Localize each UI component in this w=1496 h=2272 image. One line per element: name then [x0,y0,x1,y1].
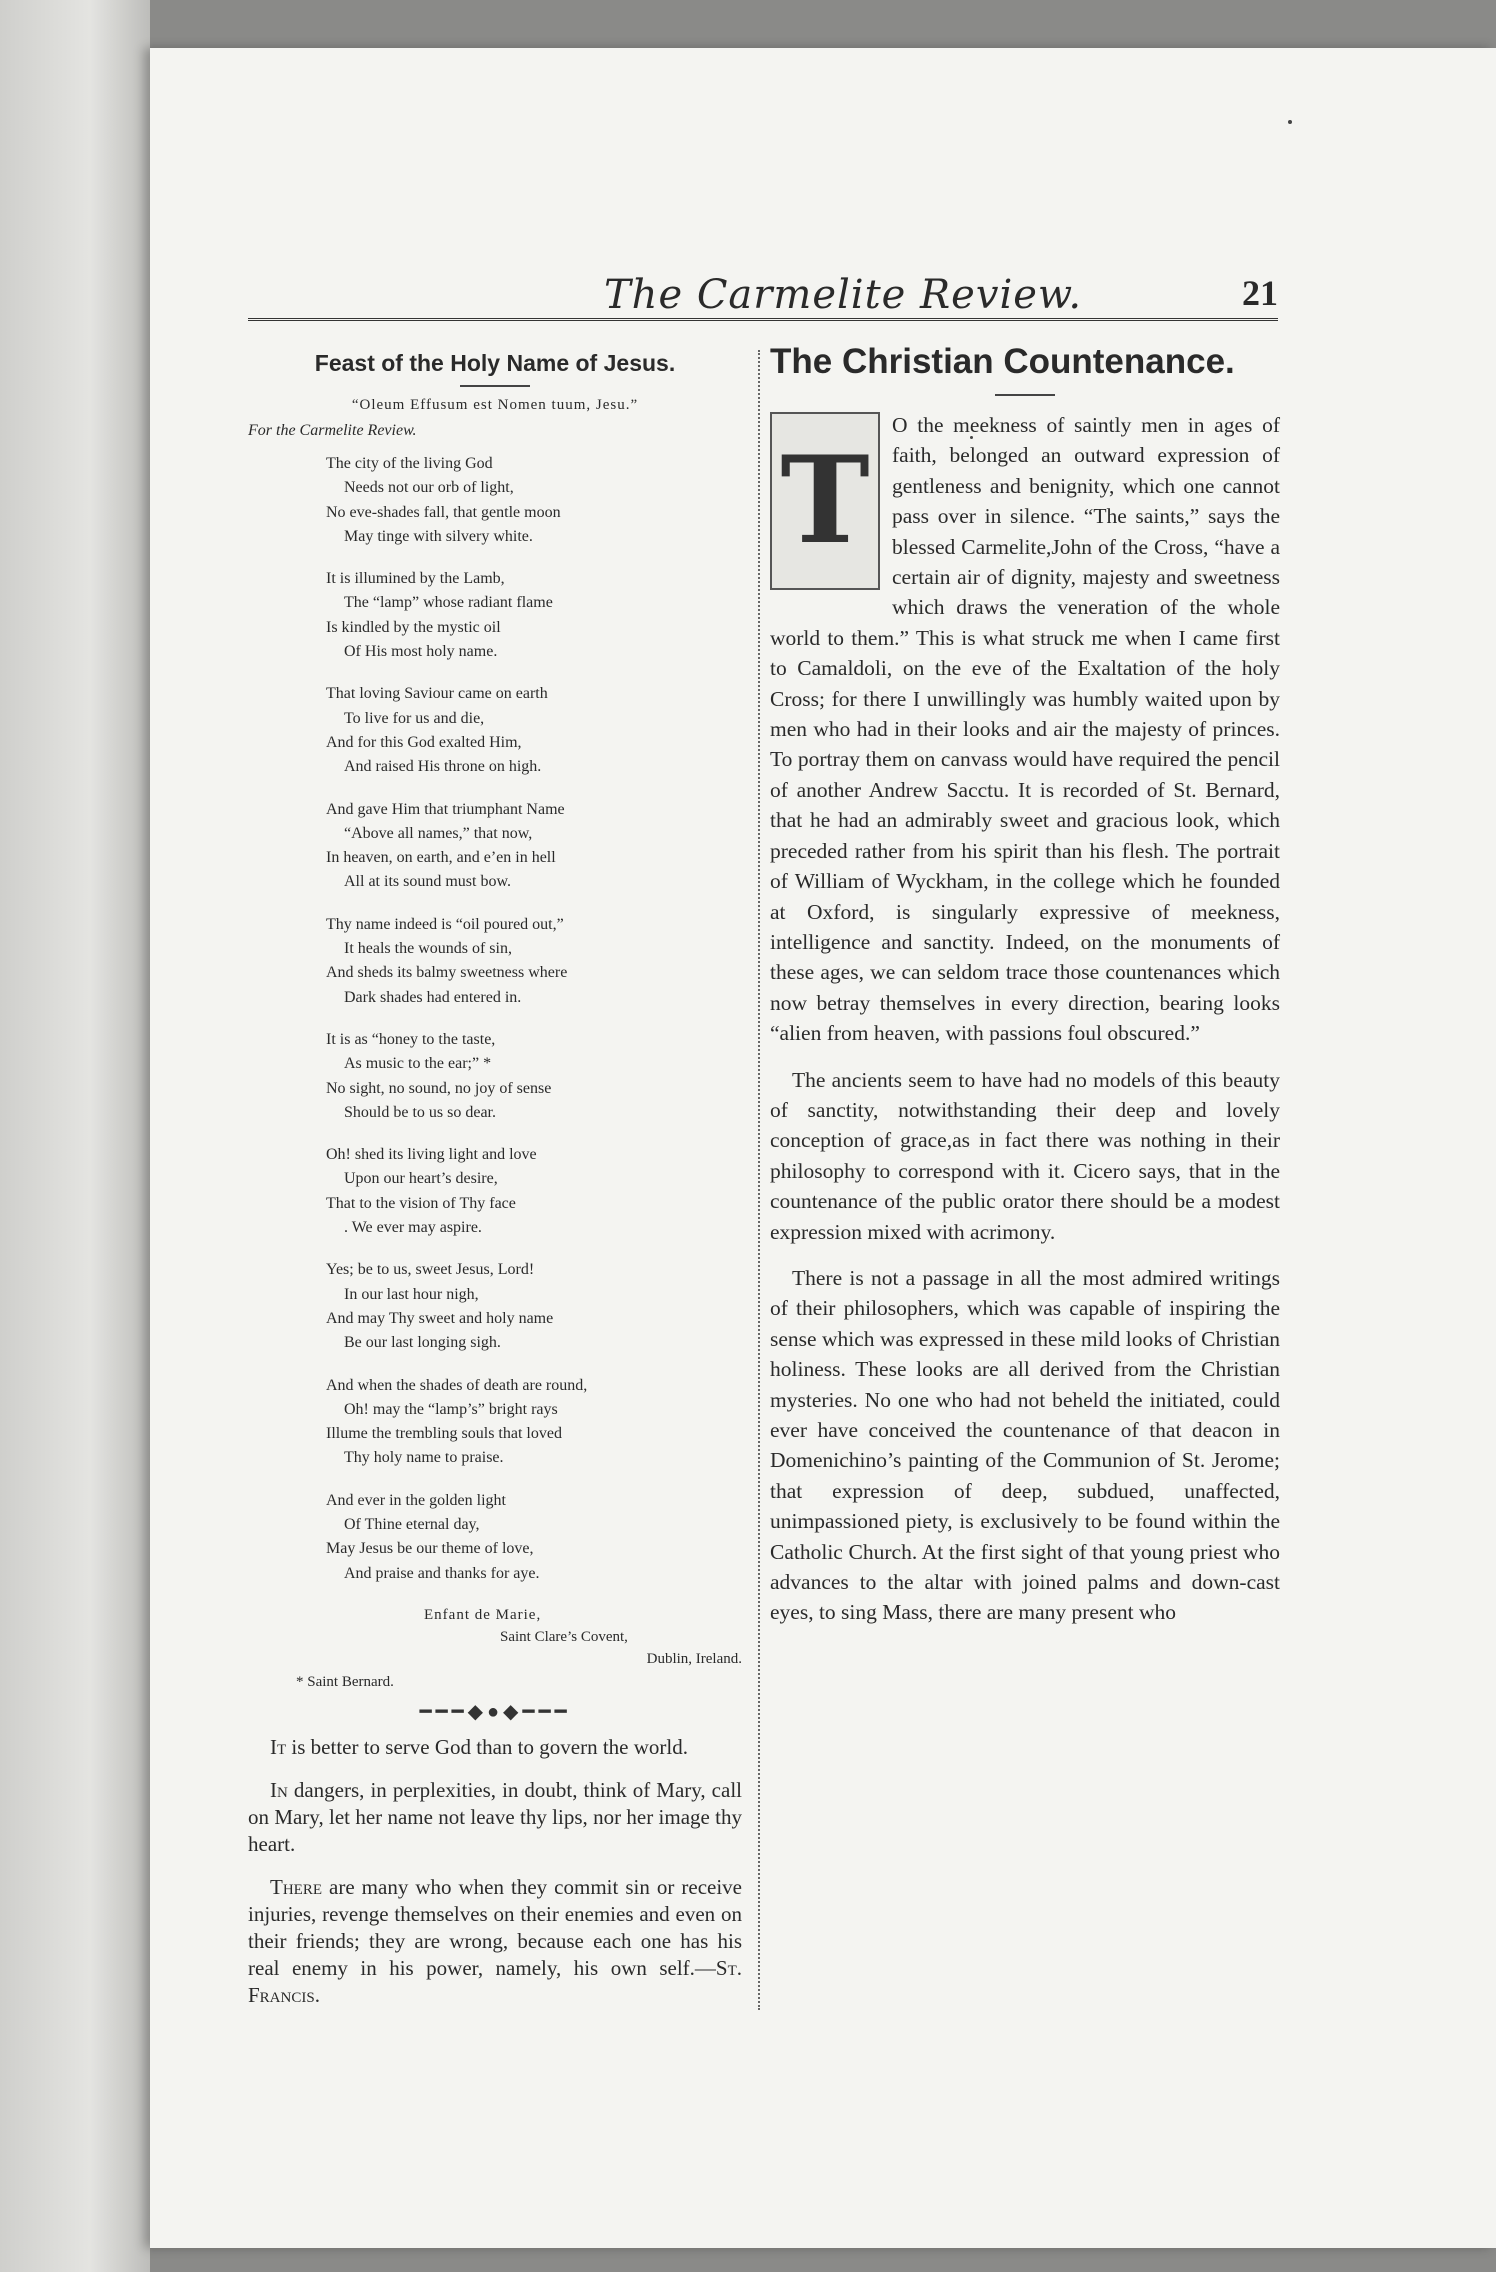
poem-body [326,452,742,1586]
poem-line: May tinge with silvery white. [344,527,533,545]
poem-stanza [326,1258,742,1355]
page-number: 21 [1242,273,1278,313]
lead-word: There [270,1874,322,1899]
poem-credit: For the Carmelite Review. [248,422,417,439]
poem-stanza [326,682,742,779]
poem-line: Should be to us so dear. [344,1103,496,1121]
column-divider [758,350,760,2010]
poem-line: And when the shades of death are round, [326,1376,588,1394]
poem-line: It is illumined by the Lamb, [326,570,505,588]
header-rule [248,318,1278,321]
poem-stanza [326,1489,742,1586]
page-header [248,264,1278,324]
poem-line: Yes; be to us, sweet Jesus, Lord! [326,1261,535,1279]
poem-title: Feast of the Holy Name of Jesus. [314,350,676,376]
left-column [248,340,742,2025]
poem-line: It is as “honey to the taste, [326,1030,496,1048]
poem-stanza [326,913,742,1010]
title-rule [460,385,530,387]
poem-line: Thy name indeed is “oil poured out,” [326,915,564,933]
poem-line: It heals the wounds of sin, [344,940,512,958]
poem-line: Upon our heart’s desire, [344,1170,498,1188]
saying-attribution: St. Francis. [248,1955,742,2007]
article-paragraph-text: O the meekness of saintly men in ages of faith, belonged an outward expression of gentleness and benignity, which one cannot pass over in silence. “The saints,” says the blessed Carmelite,John of the Cross, “have a certain air of dignity, majesty and sweetness which draws the veneration of the whole world to them.” This is what struck me when I came first to Camaldoli, on the eve of the Exaltation of the holy Cross; for there I unwillingly was humbly waited upon by men who had in their looks and air the majesty of princes. To portray them on canvass would have required the pencil of another Andrew Sacctu. It is recorded of St. Bernard, that he had an admirably sweet and gracious look, which preceded rather from his spirit than his flesh. The portrait of William of Wyckham, in the college which he founded at Oxford, is singularly expressive of meekness, intelligence and sanctity. Indeed, on the monuments of these ages, we can seldom trace those countenances which now betray themselves in every direction, bearing looks “alien from heaven, with passions foul obscured.” [770,413,1280,1046]
article-title: The Christian Countenance. [770,342,1235,381]
poem-line: “Above all names,” that now, [344,824,533,842]
poem-line: In heaven, on earth, and e’en in hell [326,849,556,867]
signature-name: Enfant de Marie, [424,1606,542,1623]
poem-line: The “lamp” whose radiant flame [344,594,553,612]
article-title-rule [995,394,1055,396]
poem-line: Thy holy name to praise. [344,1449,504,1467]
saying-paragraph [248,1777,742,1858]
poem-epigraph: “Oleum Effusum est Nomen tuum, Jesu.” [351,397,639,413]
poem-line: That to the vision of Thy face [326,1194,516,1212]
saying-text: is better to serve God than to govern the world. [286,1734,688,1759]
signature-convent: Saint Clare’s Covent, [500,1628,628,1645]
poem-line: Be our last longing sigh. [344,1334,501,1352]
article-body [770,410,1280,1628]
right-column [770,340,1280,1644]
lead-word: In [270,1777,288,1802]
poem-line: As music to the ear;” * [344,1055,492,1073]
poem-line: And for this God exalted Him, [326,733,522,751]
poem-line: And raised His throne on high. [344,758,542,776]
ornament-divider: ━━━◆●◆━━━ [419,1700,571,1723]
poem-line: The city of the living God [326,455,493,472]
poem-footnote: * Saint Bernard. [296,1673,394,1690]
poem-stanza [326,452,742,549]
poem-line: Illume the trembling souls that loved [326,1425,562,1443]
saying-text: dangers, in perplexities, in doubt, think of Mary, call on Mary, let her name not leave thy lips, nor her image thy heart. [248,1777,742,1856]
poem-line: Oh! may the “lamp’s” bright rays [344,1400,558,1418]
poem-line: And praise and thanks for aye. [344,1564,540,1582]
poem-stanza [326,567,742,664]
saying-text: are many who when they commit sin or receive injuries, revenge themselves on their enemies and even on their friends; they are wrong, because each one has his real enemy in his power, namely, his own self.— [248,1874,742,1980]
decorated-initial: T [770,412,880,590]
poem-line: May Jesus be our theme of love, [326,1540,534,1558]
poem-stanza [326,798,742,895]
poem-line: Needs not our orb of light, [344,479,514,497]
poem-line: . We ever may aspire. [344,1219,482,1237]
signature-place: Dublin, Ireland. [646,1650,742,1667]
article-paragraph: The ancients seem to have had no models of this beauty of sanctity, notwithstanding their deep and lovely conception of grace,as in fact there was nothing in their philosophy to correspond with it. Cicero says, that in the countenance of the public orator there should be a modest expression mixed with acrimony. [770,1067,1280,1244]
saying-paragraph [248,1874,742,2009]
article-paragraph [770,410,1280,1049]
poem-signature [248,1604,742,1670]
lead-word: It [270,1734,287,1759]
print-speck [1288,120,1292,124]
poem-line: And gave Him that triumphant Name [326,800,565,818]
poem-line: Of His most holy name. [344,643,498,661]
poem-stanza [326,1143,742,1240]
poem-line: Oh! shed its living light and love [326,1146,537,1164]
poem-line: Of Thine eternal day, [344,1515,480,1533]
poem-line: And sheds its balmy sweetness where [326,964,568,982]
poem-line: And may Thy sweet and holy name [326,1309,554,1327]
poem-stanza [326,1028,742,1125]
poem-stanza [326,1374,742,1471]
poem-line: In our last hour nigh, [344,1285,479,1303]
poem-line: And ever in the golden light [326,1491,506,1509]
poem-line: Is kindled by the mystic oil [326,618,501,636]
poem-line: Dark shades had entered in. [344,988,522,1006]
running-title: The Carmelite Review. [604,272,1083,318]
poem-line: No sight, no sound, no joy of sense [326,1079,552,1097]
saying-paragraph [248,1734,742,1761]
article-paragraph: There is not a passage in all the most admired writings of their philosophers, which was capable of inspiring the sense which was expressed in these mild looks of Christian holiness. These looks are all derived from the Christian mysteries. No one who had not beheld the initiated, could ever have conceived the countenance of that deacon in Domenichino’s painting of the Communion of St. Jerome; that expression of deep, subdued, unaffected, unimpassioned piety, is exclusively to be found within the Catholic Church. At the first sight of that young priest who advances to the altar with joined palms and down-cast eyes, to sing Mass, there are many present who [770,1265,1280,1625]
poem-line: No eve-shades fall, that gentle moon [326,503,561,521]
poem-line: That loving Saviour came on earth [326,685,548,703]
previous-page-edge [0,0,150,2272]
poem-line: All at its sound must bow. [344,873,511,891]
poem-line: To live for us and die, [344,709,485,727]
